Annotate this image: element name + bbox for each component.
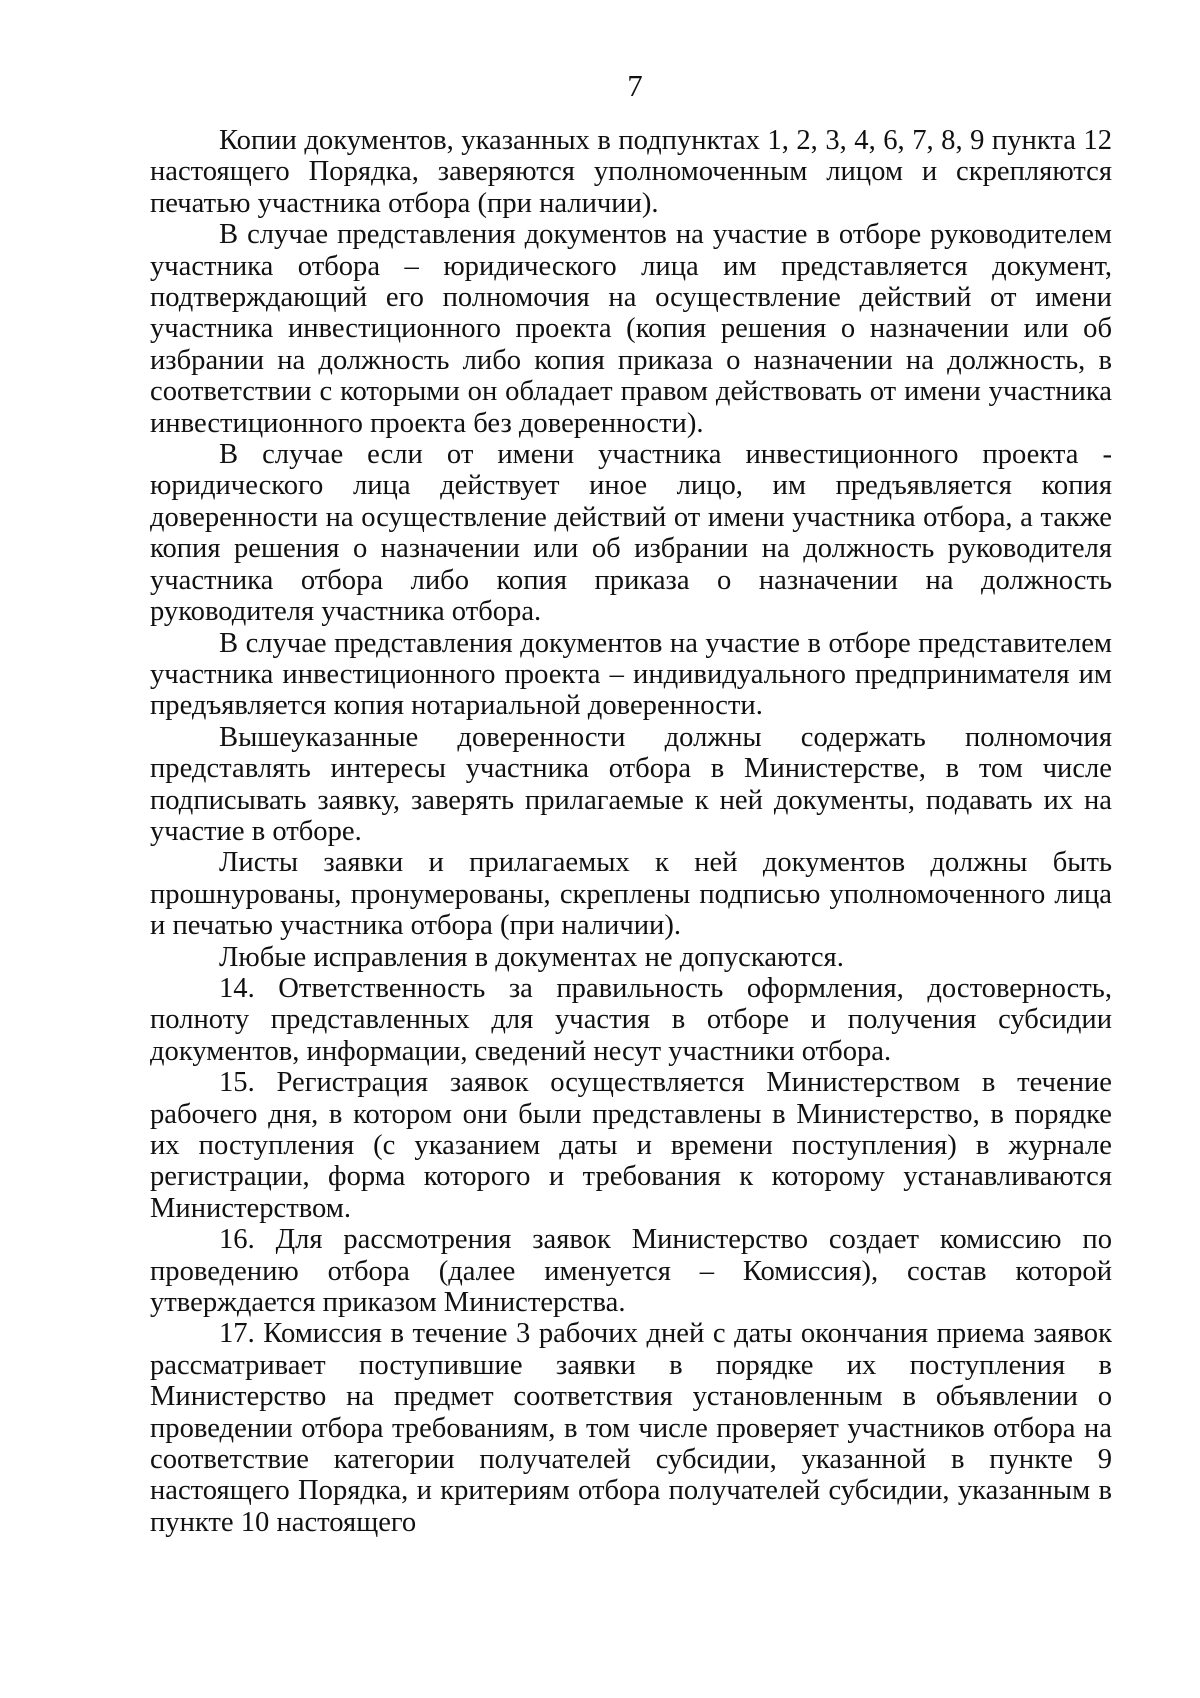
page-number: 7 <box>627 68 643 103</box>
paragraph-copies-certification: Копии документов, указанных в подпунктах 1, 2, 3, 4, 6, 7, 8, 9 пункта 12 настоящего Порядка, заверяются уполномоченным лицом и скрепляются печатью участника отбора (при наличии). <box>150 125 1112 219</box>
paragraph-item-16: 16. Для рассмотрения заявок Министерство создает комиссию по проведению отбора (далее именуется – Комиссия), состав которой утверждается приказом Министерства. <box>150 1224 1112 1319</box>
paragraph-item-15: 15. Регистрация заявок осуществляется Министерством в течение рабочего дня, в котором они были представлены в Министерство, в порядке их поступления (с указанием даты и времени поступления) в журнале регистрации, форма которого и требования к которому устанавливаются Министерством. <box>150 1067 1112 1224</box>
paragraph-head-authority: В случае представления документов на участие в отборе руководителем участника отбора – юридического лица им представляется документ, подтверждающий его полномочия на осуществление действий от имени участника инвестиционного проекта (копия решения о назначении или об избрании на должность либо копия приказа о назначении на должность, в соответствии с которыми он обладает правом действовать от имени участника инвестиционного проекта без доверенности). <box>150 219 1112 439</box>
paragraph-other-person: В случае если от имени участника инвестиционного проекта - юридического лица действует иное лицо, им предъявляется копия доверенности на осуществление действий от имени участника отбора, а также копия решения о назначении или об избрании на должность руководителя участника отбора либо копия приказа о назначении на должность руководителя участника отбора. <box>150 439 1112 628</box>
paragraph-item-17: 17. Комиссия в течение 3 рабочих дней с даты окончания приема заявок рассматривает поступившие заявки в порядке их поступления в Министерство на предмет соответствия установленным в объявлении о проведении отбора требованиям, в том числе проверяет участников отбора на соответствие категории получателей субсидии, указанной в пункте 9 настоящего Порядка, и критериям отбора получателей субсидии, указанным в пункте 10 настоящего <box>150 1318 1112 1538</box>
paragraph-no-corrections: Любые исправления в документах не допускаются. <box>219 941 844 973</box>
paragraph-entrepreneur-representative: В случае представления документов на участие в отборе представителем участника инвестиционного проекта – индивидуального предпринимателя им предъявляется копия нотариальной доверенности. <box>150 627 1112 722</box>
document-body <box>150 125 1112 1538</box>
paragraph-sheets-binding: Листы заявки и прилагаемых к ней документов должны быть прошнурованы, пронумерованы, скреплены подписью уполномоченного лица и печатью участника отбора (при наличии). <box>150 847 1112 942</box>
paragraph-power-of-attorney-content: Вышеуказанные доверенности должны содержать полномочия представлять интересы участника отбора в Министерстве, в том числе подписывать заявку, заверять прилагаемые к ней документы, подавать их на участие в отборе. <box>150 721 1112 847</box>
paragraph-item-14: 14. Ответственность за правильность оформления, достоверность, полноту представленных для участия в отборе и получения субсидии документов, информации, сведений несут участники отбора. <box>150 972 1112 1067</box>
